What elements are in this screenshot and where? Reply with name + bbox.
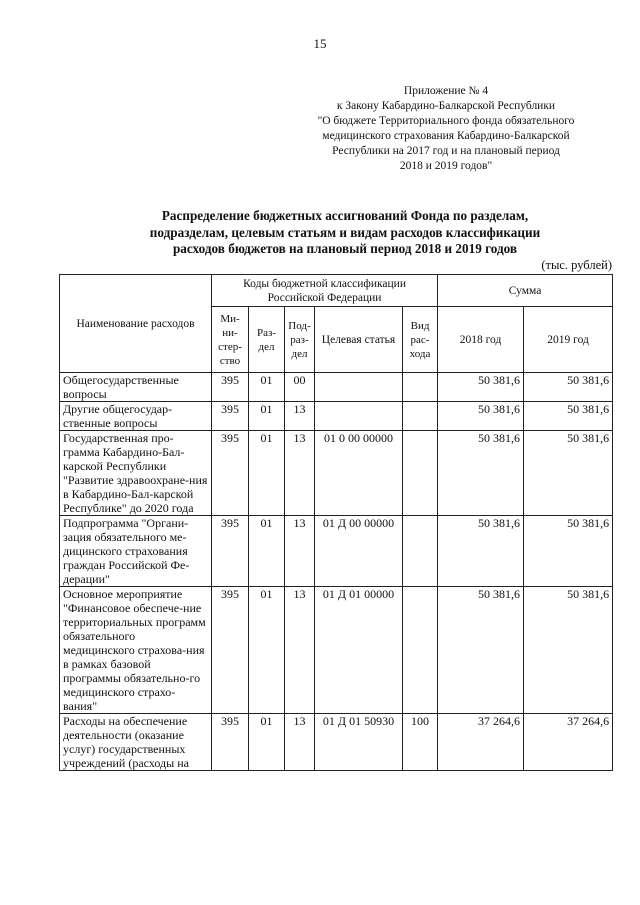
appendix-line: Приложение № 4 [403, 85, 489, 97]
row-subsection: 13 [285, 587, 315, 714]
row-name: Общегосударственные вопросы [60, 373, 212, 402]
row-ministry: 395 [212, 431, 249, 516]
row-expense-type [403, 402, 438, 431]
row-2019: 50 381,6 [524, 516, 613, 587]
header-codes-group: Коды бюджетной классификации Российской Федерации [212, 275, 438, 307]
budget-table [59, 274, 613, 771]
table-row [60, 587, 613, 714]
row-name: Подпрограмма "Органи-зация обязательного ме-дицинского страхования граждан Российской Фе-дерации" [60, 516, 212, 587]
header-expense-type: Вид рас-хода [403, 307, 438, 373]
row-expense-type [403, 431, 438, 516]
row-name: Государственная про-грамма Кабардино-Бал-карской Республики "Развитие здравоохране-ния в Кабардино-Бал-карской Республике" до 2020 года [60, 431, 212, 516]
row-subsection: 13 [285, 431, 315, 516]
units-label: (тыс. рублей) [541, 258, 612, 272]
row-subsection: 13 [285, 516, 315, 587]
row-2018: 50 381,6 [438, 402, 524, 431]
row-section: 01 [249, 516, 285, 587]
appendix-header [296, 84, 596, 174]
row-2018: 50 381,6 [438, 587, 524, 714]
row-section: 01 [249, 587, 285, 714]
row-target: 01 Д 01 00000 [315, 587, 403, 714]
header-subsection: Под-раз-дел [285, 307, 315, 373]
document-title [110, 208, 580, 258]
header-2018: 2018 год [438, 307, 524, 373]
row-section: 01 [249, 714, 285, 771]
row-subsection: 13 [285, 402, 315, 431]
row-expense-type [403, 373, 438, 402]
row-section: 01 [249, 402, 285, 431]
table-row [60, 373, 613, 402]
header-name: Наименование расходов [60, 275, 212, 373]
header-target: Целевая статья [315, 307, 403, 373]
table-row [60, 402, 613, 431]
row-ministry: 395 [212, 587, 249, 714]
header-ministry: Ми-ни-стер-ство [212, 307, 249, 373]
appendix-line: Республики на 2017 год и на плановый период [332, 145, 560, 157]
row-2018: 50 381,6 [438, 516, 524, 587]
row-subsection: 00 [285, 373, 315, 402]
row-target: 01 Д 01 50930 [315, 714, 403, 771]
row-2019: 50 381,6 [524, 587, 613, 714]
row-2018: 37 264,6 [438, 714, 524, 771]
appendix-line: к Закону Кабардино-Балкарской Республики [336, 100, 556, 112]
appendix-line: медицинского страхования Кабардино-Балкарской [322, 130, 570, 142]
title-line: Распределение бюджетных ассигнований Фонда по разделам, [161, 208, 529, 223]
row-expense-type [403, 516, 438, 587]
row-ministry: 395 [212, 373, 249, 402]
row-target [315, 402, 403, 431]
appendix-line: "О бюджете Территориального фонда обязательного [317, 115, 575, 127]
table-row [60, 516, 613, 587]
row-ministry: 395 [212, 714, 249, 771]
row-target [315, 373, 403, 402]
appendix-line: 2018 и 2019 годов" [399, 160, 493, 172]
row-2019: 50 381,6 [524, 373, 613, 402]
row-2019: 50 381,6 [524, 431, 613, 516]
header-section: Раз-дел [249, 307, 285, 373]
row-target: 01 Д 00 00000 [315, 516, 403, 587]
row-2019: 37 264,6 [524, 714, 613, 771]
row-ministry: 395 [212, 516, 249, 587]
row-name: Основное мероприятие "Финансовое обеспече-ние территориальных программ обязательного медицинского страхова-ния в рамках базовой программы обязательно-го медицинского страхо-вания" [60, 587, 212, 714]
row-section: 01 [249, 373, 285, 402]
row-target: 01 0 00 00000 [315, 431, 403, 516]
header-2019: 2019 год [524, 307, 613, 373]
table-row [60, 714, 613, 771]
row-expense-type: 100 [403, 714, 438, 771]
row-2019: 50 381,6 [524, 402, 613, 431]
row-subsection: 13 [285, 714, 315, 771]
row-2018: 50 381,6 [438, 373, 524, 402]
row-ministry: 395 [212, 402, 249, 431]
header-sum-group: Сумма [438, 275, 613, 307]
row-name: Расходы на обеспечение деятельности (оказание услуг) государственных учреждений (расходы на [60, 714, 212, 771]
page-number: 15 [313, 36, 327, 51]
row-2018: 50 381,6 [438, 431, 524, 516]
title-line: расходов бюджетов на плановый период 2018 и 2019 годов [172, 241, 518, 256]
row-section: 01 [249, 431, 285, 516]
row-expense-type [403, 587, 438, 714]
title-line: подразделам, целевым статьям и видам расходов классификации [149, 224, 541, 240]
row-name: Другие общегосудар-ственные вопросы [60, 402, 212, 431]
table-row [60, 431, 613, 516]
